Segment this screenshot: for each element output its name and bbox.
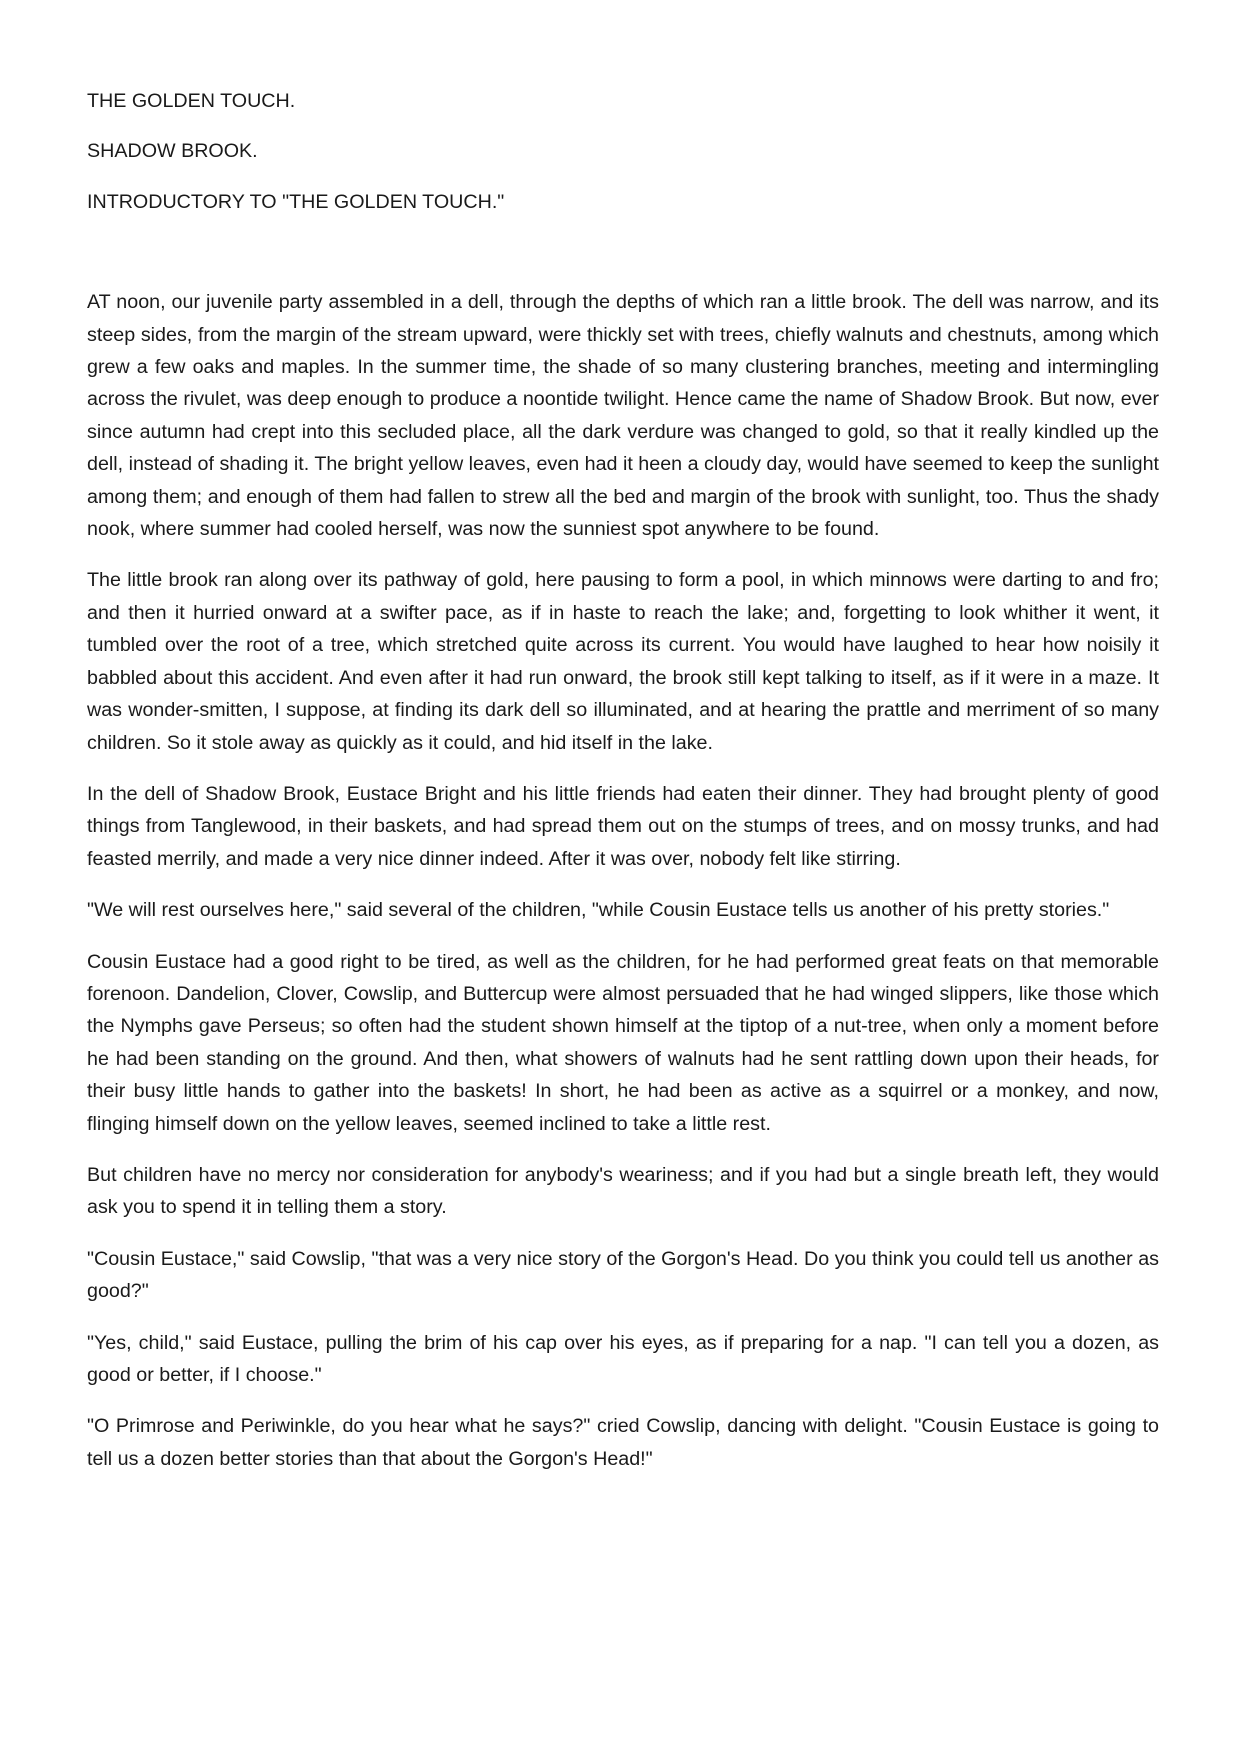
- paragraph-6: But children have no mercy nor consideration for anybody's weariness; and if you had but a single breath left, they would ask you to spend it in telling them a story.: [87, 1163, 1159, 1219]
- intro-title: INTRODUCTORY TO "THE GOLDEN TOUCH.": [87, 190, 505, 213]
- document-page: [87, 85, 1159, 1494]
- paragraph-5: Cousin Eustace had a good right to be tired, as well as the children, for he had performed great feats on that memorable forenoon. Dandelion, Clover, Cowslip, and Buttercup were almost persuaded that he had winged slippers, like those which the Nymphs gave Perseus; so often had the student shown himself at the tiptop of a nut-tree, when only a moment before he had been standing on the ground. And then, what showers of walnuts had he sent rattling down upon their heads, for their busy little hands to gather into the baskets! In short, he had been as active as a squirrel or a monkey, and now, flinging himself down on the yellow leaves, seemed inclined to take a little rest.: [87, 950, 1159, 1135]
- paragraph-9: "O Primrose and Periwinkle, do you hear what he says?" cried Cowslip, dancing with delight. "Cousin Eustace is going to tell us a dozen better stories than that about the Gorgon's Head!": [87, 1415, 1159, 1470]
- chapter-title: THE GOLDEN TOUCH.: [87, 90, 296, 112]
- paragraph-3: In the dell of Shadow Brook, Eustace Bright and his little friends had eaten their dinner. They had brought plenty of good things from Tanglewood, in their baskets, and had spread them out on the stumps of trees, and on mossy trunks, and had feasted merrily, and made a very nice dinner indeed. After it was over, nobody felt like stirring.: [87, 782, 1159, 870]
- paragraph-4: "We will rest ourselves here," said several of the children, "while Cousin Eustace tells us another of his pretty stories.": [87, 899, 1110, 922]
- section-title: SHADOW BROOK.: [87, 140, 258, 163]
- heading-spacer: [87, 236, 1159, 286]
- paragraph-8: "Yes, child," said Eustace, pulling the brim of his cap over his eyes, as if preparing for a nap. "I can tell you a dozen, as good or better, if I choose.": [87, 1331, 1159, 1386]
- paragraph-2: The little brook ran along over its pathway of gold, here pausing to form a pool, in which minnows were darting to and fro; and then it hurried onward at a swifter pace, as if in haste to reach the lake; and, forgetting to look whither it went, it tumbled over the root of a tree, which stretched quite across its current. You would have laughed to hear how noisily it babbled about this accident. And even after it had run onward, the brook still kept talking to itself, as if it were in a maze. It was wonder-smitten, I suppose, at finding its dark dell so illuminated, and at hearing the prattle and merriment of so many children. So it stole away as quickly as it could, and hid itself in the lake.: [87, 569, 1159, 754]
- paragraph-1: AT noon, our juvenile party assembled in a dell, through the depths of which ran a little brook. The dell was narrow, and its steep sides, from the margin of the stream upward, were thickly set with trees, chiefly walnuts and chestnuts, among which grew a few oaks and maples. In the summer time, the shade of so many clustering branches, meeting and intermingling across the rivulet, was deep enough to produce a noontide twilight. Hence came the name of Shadow Brook. But now, ever since autumn had crept into this secluded place, all the dark verdure was changed to gold, so that it really kindled up the dell, instead of shading it. The bright yellow leaves, even had it heen a cloudy day, would have seemed to keep the sunlight among them; and enough of them had fallen to strew all the bed and margin of the brook with sunlight, too. Thus the shady nook, where summer had cooled herself, was now the sunniest spot anywhere to be found.: [87, 291, 1159, 541]
- paragraph-7: "Cousin Eustace," said Cowslip, "that was a very nice story of the Gorgon's Head. Do you think you could tell us another as good?": [87, 1247, 1159, 1303]
